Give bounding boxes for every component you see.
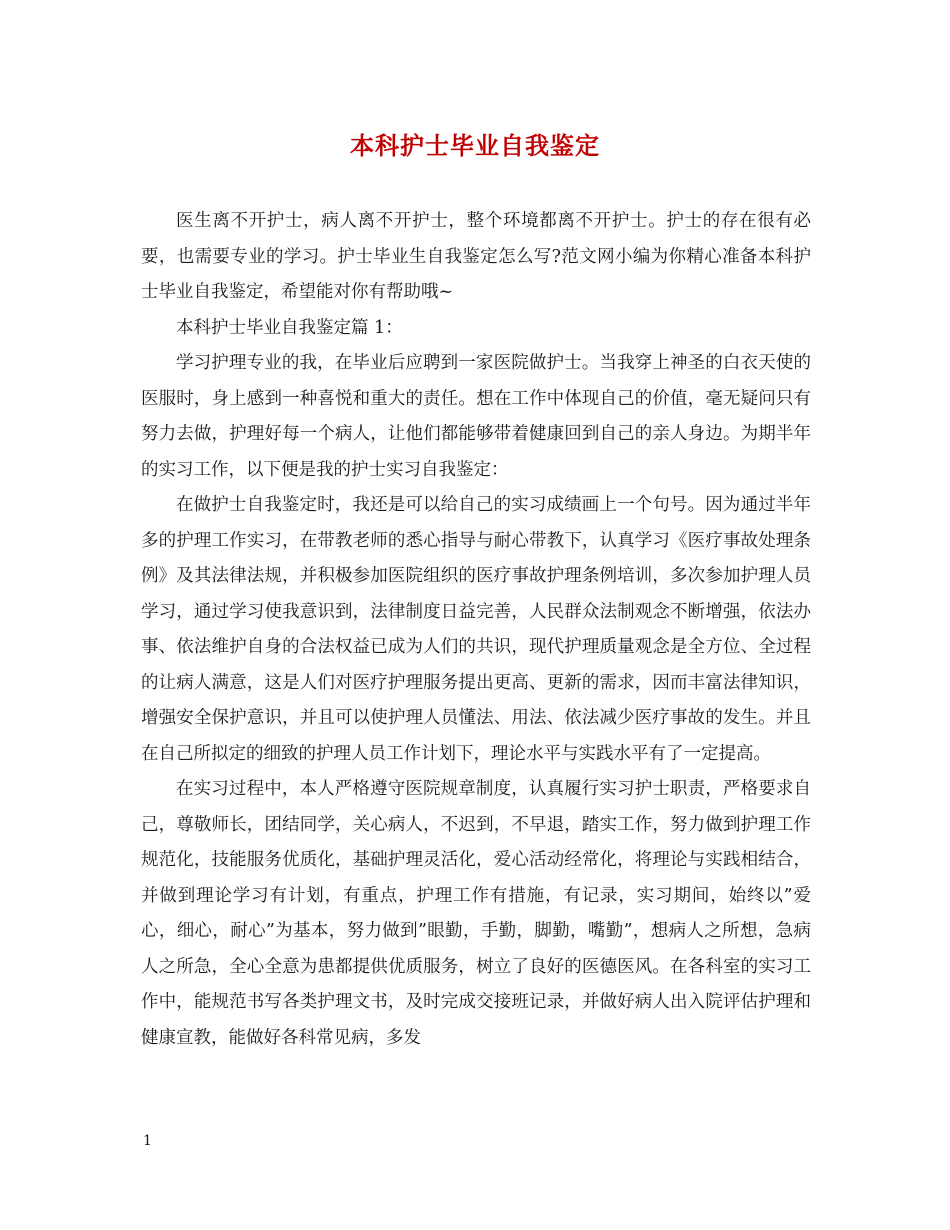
intro-paragraph: 医生离不开护士，病人离不开护士，整个环境都离不开护士。护士的存在很有必要，也需要专业的学习。护士毕业生自我鉴定怎么写?范文网小编为你精心准备本科护士毕业自我鉴定，希望能对你有帮助哦~ — [141, 211, 811, 302]
section-heading: 本科护士毕业自我鉴定篇 1： — [176, 317, 403, 338]
body-paragraph: 学习护理专业的我，在毕业后应聘到一家医院做护士。当我穿上神圣的白衣天使的医服时，身上感到一种喜悦和重大的责任。想在工作中体现自己的价值，毫无疑问只有努力去做，护理好每一个病人，让他们都能够带着健康回到自己的亲人身边。为期半年的实习工作，以下便是我的护士实习自我鉴定： — [141, 353, 811, 480]
document-title: 本科护士毕业自我鉴定 — [350, 131, 600, 160]
body-paragraph: 在做护士自我鉴定时，我还是可以给自己的实习成绩画上一个句号。因为通过半年多的护理工作实习，在带教老师的悉心指导与耐心带教下，认真学习《医疗事故处理条例》及其法律法规，并积极参加医院组织的医疗事故护理条例培训，多次参加护理人员学习，通过学习使我意识到，法律制度日益完善，人民群众法制观念不断增强，依法办事、依法维护自身的合法权益已成为人们的共识，现代护理质量观念是全方位、全过程的让病人满意，这是人们对医疗护理服务提出更高、更新的需求，因而丰富法律知识，增强安全保护意识，并且可以使护理人员懂法、用法、依法减少医疗事故的发生。并且在自己所拟定的细致的护理人员工作计划下，理论水平与实践水平有了一定提高。 — [141, 495, 811, 764]
page-number: 1 — [143, 1133, 152, 1149]
document-body — [141, 204, 811, 1056]
body-paragraph: 在实习过程中，本人严格遵守医院规章制度，认真履行实习护士职责，严格要求自己，尊敬师长，团结同学，关心病人，不迟到，不早退，踏实工作，努力做到护理工作规范化，技能服务优质化，基础护理灵活化，爱心活动经常化，将理论与实践相结合，并做到理论学习有计划，有重点，护理工作有措施，有记录，实习期间，始终以”爱心，细心，耐心”为基本，努力做到”眼勤，手勤，脚勤，嘴勤”，想病人之所想，急病人之所急，全心全意为患都提供优质服务，树立了良好的医德医风。在各科室的实习工作中，能规范书写各类护理文书，及时完成交接班记录，并做好病人出入院评估护理和健康宣教，能做好各科常见病，多发 — [141, 779, 811, 1048]
